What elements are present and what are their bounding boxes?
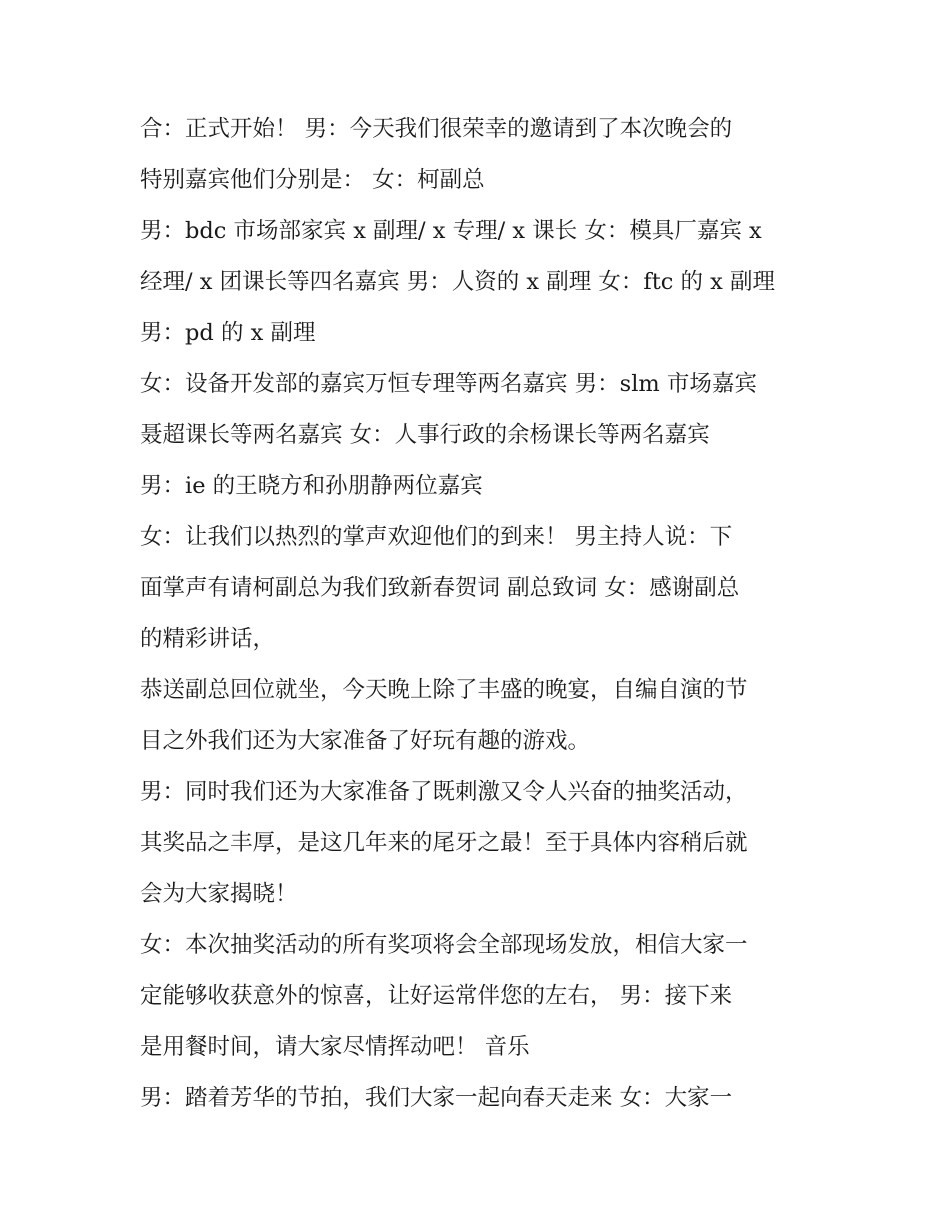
text-line: 其奖品之丰厚，是这几年来的尾牙之最！至于具体内容稍后就 bbox=[140, 830, 748, 856]
text-line: 恭送副总回位就坐，今天晚上除了丰盛的晚宴，自编自演的节 bbox=[140, 677, 748, 703]
text-line: 目之外我们还为大家准备了好玩有趣的游戏。 bbox=[140, 728, 591, 754]
text-line: 男：踏着芳华的节拍，我们大家一起向春天走来 女：大家一 bbox=[140, 1085, 733, 1111]
text-line: 会为大家揭晓！ bbox=[140, 881, 298, 907]
text-line: 男：bdc 市场部家宾 x 副理/ x 专理/ x 课长 女：模具厂嘉宾 x bbox=[140, 218, 762, 244]
text-line: 定能够收获意外的惊喜，让好运常伴您的左右， 男：接下来 bbox=[140, 983, 733, 1009]
text-line: 经理/ x 团课长等四名嘉宾 男：人资的 x 副理 女：ftc 的 x 副理 bbox=[140, 269, 775, 295]
text-line: 聂超课长等两名嘉宾 女：人事行政的余杨课长等两名嘉宾 bbox=[140, 422, 710, 448]
text-line: 面掌声有请柯副总为我们致新春贺词 副总致词 女：感谢副总 bbox=[140, 575, 740, 601]
document-body bbox=[140, 104, 830, 1124]
text-line: 女：设备开发部的嘉宾万恒专理等两名嘉宾 男：slm 市场嘉宾 bbox=[140, 371, 757, 397]
text-line: 男：ie 的王晓方和孙朋静两位嘉宾 bbox=[140, 473, 483, 499]
text-line: 女：本次抽奖活动的所有奖项将会全部现场发放，相信大家一 bbox=[140, 932, 748, 958]
text-line: 男：pd 的 x 副理 bbox=[140, 320, 316, 346]
text-line: 女：让我们以热烈的掌声欢迎他们的到来！ 男主持人说：下 bbox=[140, 524, 733, 550]
text-line: 特别嘉宾他们分别是： 女：柯副总 bbox=[140, 167, 485, 193]
text-line: 男：同时我们还为大家准备了既刺激又令人兴奋的抽奖活动， bbox=[140, 779, 748, 805]
text-line: 的精彩讲话， bbox=[140, 626, 276, 652]
text-line: 是用餐时间，请大家尽情挥动吧！ 音乐 bbox=[140, 1034, 530, 1060]
text-line: 合：正式开始！ 男：今天我们很荣幸的邀请到了本次晚会的 bbox=[140, 116, 733, 142]
